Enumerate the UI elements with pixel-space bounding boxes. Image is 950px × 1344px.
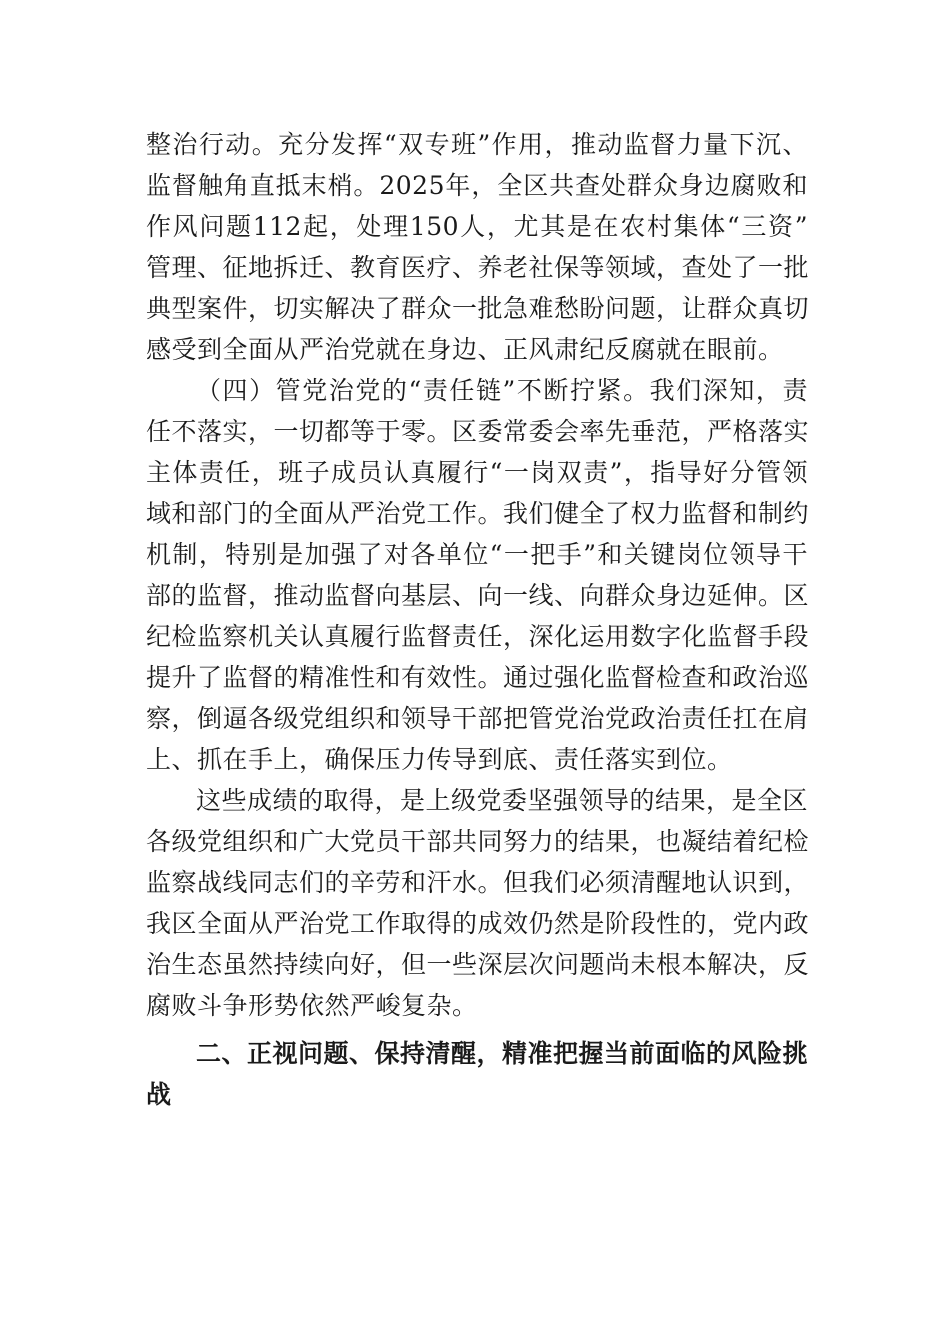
chapter-heading-line: 二、正视问题、保持清醒，精准把握当前面临的风险挑: [196, 1039, 809, 1068]
text-line: 感受到全面从严治党就在身边、正风肃纪反腐就在眼前。: [146, 335, 784, 364]
text-line: 主体责任，班子成员认真履行“一岗双责”，指导好分管领: [146, 458, 808, 487]
text-line: 任不落实，一切都等于零。区委常委会率先垂范，严格落实: [146, 417, 810, 446]
text-line: 监督触角直抵末梢。2025年，全区共查处群众身边腐败和: [146, 171, 808, 200]
text-line: 典型案件，切实解决了群众一批急难愁盼问题，让群众真切: [146, 294, 810, 323]
text-line: 腐败斗争形势依然严峻复杂。: [146, 991, 478, 1020]
text-line: 提升了监督的精准性和有效性。通过强化监督检查和政治巡: [146, 663, 810, 692]
text-line: 监察战线同志们的辛劳和汗水。但我们必须清醒地认识到，: [146, 868, 810, 897]
text-line: 治生态虽然持续向好，但一些深层次问题尚未根本解决，反: [146, 950, 810, 979]
text-line: 机制，特别是加强了对各单位“一把手”和关键岗位领导干: [146, 540, 808, 569]
text-line: 上、抓在手上，确保压力传导到底、责任落实到位。: [146, 745, 733, 774]
chapter-heading-line: 战: [146, 1080, 172, 1109]
text-line: 各级党组织和广大党员干部共同努力的结果，也凝结着纪检: [146, 827, 810, 856]
section-heading-line: （四）管党治党的“责任链”不断拧紧。我们深知，责: [196, 376, 808, 405]
text-line: 整治行动。充分发挥“双专班”作用，推动监督力量下沉、: [146, 130, 808, 159]
text-line: 域和部门的全面从严治党工作。我们健全了权力监督和制约: [146, 499, 810, 528]
text-line: 察，倒逼各级党组织和领导干部把管党治党政治责任扛在肩: [146, 704, 810, 733]
text-line: 作风问题112起，处理150人，尤其是在农村集体“三资”: [146, 212, 808, 241]
text-line: 管理、征地拆迁、教育医疗、养老社保等领域，查处了一批: [146, 253, 810, 282]
text-line: 我区全面从严治党工作取得的成效仍然是阶段性的，党内政: [146, 909, 810, 938]
paragraph-first-line: 这些成绩的取得，是上级党委坚强领导的结果，是全区: [196, 786, 809, 815]
text-line: 纪检监察机关认真履行监督责任，深化运用数字化监督手段: [146, 622, 810, 651]
text-line: 部的监督，推动监督向基层、向一线、向群众身边延伸。区: [146, 581, 810, 610]
